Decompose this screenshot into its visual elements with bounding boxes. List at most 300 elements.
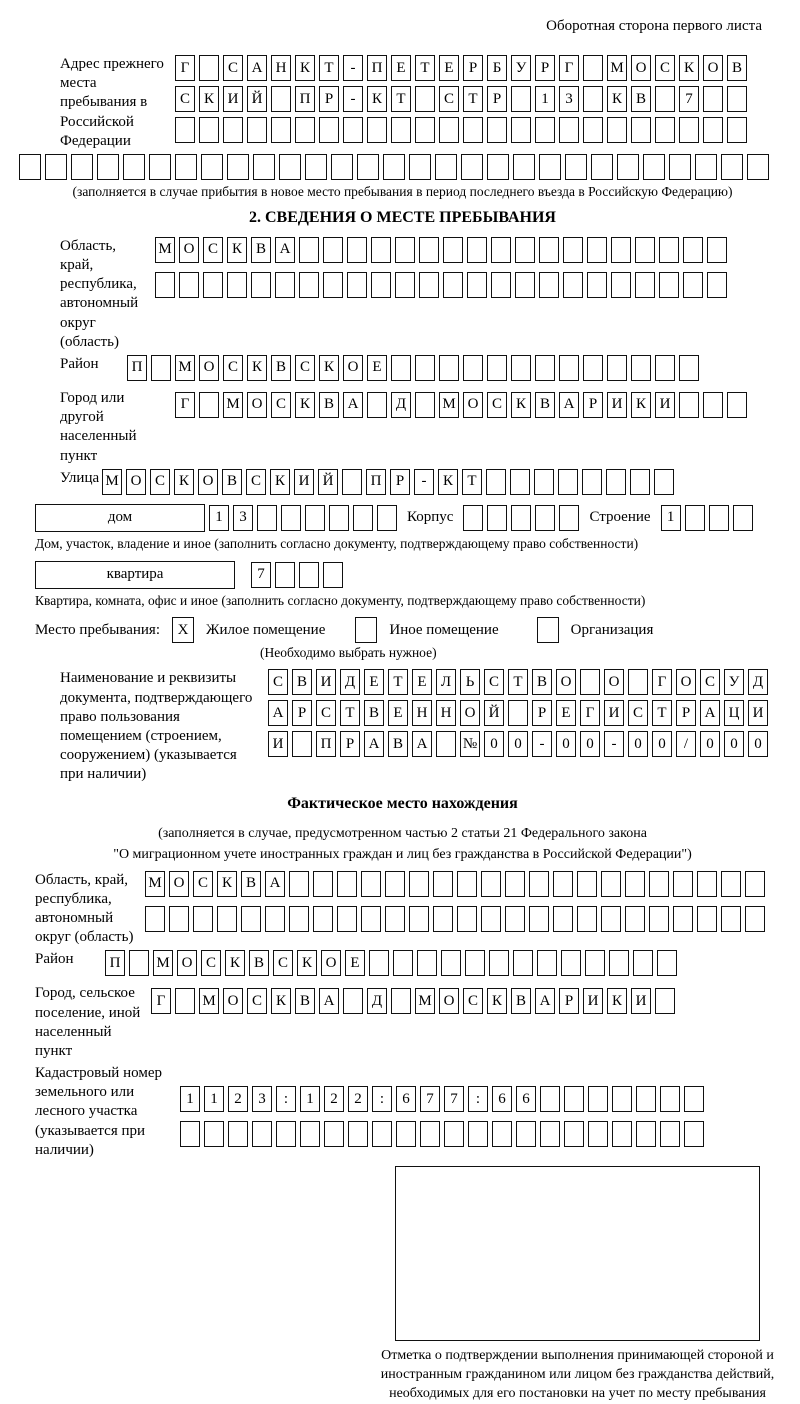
char-box bbox=[409, 906, 429, 932]
char-box: № bbox=[460, 731, 480, 757]
char-box: Р bbox=[463, 55, 483, 81]
document-field bbox=[35, 669, 770, 784]
char-box bbox=[409, 154, 431, 180]
char-box: Е bbox=[439, 55, 459, 81]
actual-district-row bbox=[105, 950, 770, 976]
char-box: 1 bbox=[204, 1086, 224, 1112]
char-box bbox=[145, 906, 165, 932]
char-box: В bbox=[727, 55, 747, 81]
char-box bbox=[707, 237, 727, 263]
char-box bbox=[337, 871, 357, 897]
char-box bbox=[563, 272, 583, 298]
char-box bbox=[433, 871, 453, 897]
char-box: 0 bbox=[700, 731, 720, 757]
char-box: Р bbox=[319, 86, 339, 112]
char-box bbox=[383, 154, 405, 180]
char-box: 0 bbox=[652, 731, 672, 757]
prev-address-label: Адрес прежнего места пребывания в Российской Федерации bbox=[60, 56, 164, 149]
char-box: С bbox=[484, 669, 504, 695]
char-box bbox=[367, 117, 387, 143]
char-box bbox=[271, 86, 291, 112]
char-box bbox=[313, 871, 333, 897]
char-box bbox=[193, 906, 213, 932]
char-box: Д bbox=[340, 669, 360, 695]
char-box: О bbox=[179, 237, 199, 263]
char-box: С bbox=[271, 392, 291, 418]
char-box bbox=[635, 272, 655, 298]
char-box: А bbox=[268, 700, 288, 726]
char-box bbox=[628, 669, 648, 695]
char-box bbox=[271, 117, 291, 143]
char-box bbox=[537, 950, 557, 976]
char-box: Б bbox=[487, 55, 507, 81]
char-box: К bbox=[607, 988, 627, 1014]
char-box bbox=[443, 272, 463, 298]
char-box bbox=[129, 950, 149, 976]
char-box: Г bbox=[175, 392, 195, 418]
char-box: С bbox=[700, 669, 720, 695]
prev-address-note: (заполняется в случае прибытия в новое место пребывания в период последнего въезда в Российскую Федерацию) bbox=[72, 183, 733, 199]
char-box: О bbox=[703, 55, 723, 81]
district-row bbox=[127, 355, 770, 381]
char-box: 3 bbox=[233, 505, 253, 531]
char-box bbox=[461, 154, 483, 180]
char-box: П bbox=[367, 55, 387, 81]
char-box: Е bbox=[345, 950, 365, 976]
char-box bbox=[684, 1086, 704, 1112]
char-box: В bbox=[292, 669, 312, 695]
char-box: 0 bbox=[724, 731, 744, 757]
char-box bbox=[655, 355, 675, 381]
char-box: М bbox=[155, 237, 175, 263]
char-box bbox=[540, 1086, 560, 1112]
document-row-2 bbox=[268, 700, 770, 726]
char-box bbox=[223, 117, 243, 143]
char-box: О bbox=[556, 669, 576, 695]
actual-city-field bbox=[35, 984, 770, 1061]
char-box bbox=[559, 117, 579, 143]
char-box: Г bbox=[151, 988, 171, 1014]
char-box bbox=[444, 1121, 464, 1147]
char-box: С bbox=[201, 950, 221, 976]
char-box bbox=[612, 1121, 632, 1147]
char-box bbox=[511, 505, 531, 531]
char-box bbox=[227, 272, 247, 298]
char-box: И bbox=[607, 392, 627, 418]
char-box: 7 bbox=[679, 86, 699, 112]
char-box bbox=[580, 669, 600, 695]
char-box bbox=[563, 237, 583, 263]
char-box bbox=[433, 906, 453, 932]
region-field bbox=[35, 237, 770, 352]
char-box bbox=[611, 237, 631, 263]
char-box: О bbox=[169, 871, 189, 897]
char-box bbox=[510, 469, 530, 495]
char-box bbox=[505, 871, 525, 897]
char-box bbox=[529, 871, 549, 897]
char-box: 1 bbox=[535, 86, 555, 112]
char-box bbox=[467, 272, 487, 298]
char-box: Т bbox=[508, 669, 528, 695]
char-box bbox=[319, 117, 339, 143]
house-number-row bbox=[209, 505, 397, 531]
char-box bbox=[721, 906, 741, 932]
char-box: Т bbox=[462, 469, 482, 495]
char-box: О bbox=[126, 469, 146, 495]
char-box: - bbox=[414, 469, 434, 495]
char-box bbox=[607, 355, 627, 381]
char-box bbox=[659, 237, 679, 263]
char-box bbox=[415, 86, 435, 112]
char-box: И bbox=[268, 731, 288, 757]
char-box: В bbox=[532, 669, 552, 695]
char-box: Й bbox=[484, 700, 504, 726]
city-label: Город или другой населенный пункт bbox=[60, 389, 137, 464]
char-box bbox=[721, 871, 741, 897]
char-box: А bbox=[343, 392, 363, 418]
char-box bbox=[289, 906, 309, 932]
char-box bbox=[703, 392, 723, 418]
char-box: И bbox=[655, 392, 675, 418]
char-box bbox=[511, 86, 531, 112]
char-box: К bbox=[174, 469, 194, 495]
char-box bbox=[439, 117, 459, 143]
char-box bbox=[228, 1121, 248, 1147]
char-box bbox=[396, 1121, 416, 1147]
char-box: К bbox=[631, 392, 651, 418]
char-box bbox=[417, 950, 437, 976]
char-box: Г bbox=[652, 669, 672, 695]
char-box bbox=[553, 871, 573, 897]
char-box bbox=[511, 355, 531, 381]
char-box bbox=[481, 906, 501, 932]
char-box: К bbox=[297, 950, 317, 976]
char-box: 1 bbox=[661, 505, 681, 531]
char-box: С bbox=[223, 55, 243, 81]
char-box bbox=[281, 505, 301, 531]
char-box: О bbox=[676, 669, 696, 695]
district-field bbox=[35, 355, 770, 386]
street-row bbox=[102, 469, 770, 495]
char-box bbox=[588, 1086, 608, 1112]
prev-address-overflow-row bbox=[19, 154, 770, 180]
char-box bbox=[564, 1121, 584, 1147]
actual-region-row-1 bbox=[145, 871, 770, 897]
char-box bbox=[529, 906, 549, 932]
char-box: Е bbox=[412, 669, 432, 695]
char-box bbox=[217, 906, 237, 932]
city-field bbox=[35, 389, 770, 466]
char-box: И bbox=[748, 700, 768, 726]
actual-region-row-2 bbox=[145, 906, 770, 932]
char-box bbox=[415, 117, 435, 143]
char-box bbox=[611, 272, 631, 298]
char-box bbox=[275, 272, 295, 298]
char-box: 2 bbox=[228, 1086, 248, 1112]
char-box bbox=[463, 117, 483, 143]
char-box bbox=[409, 871, 429, 897]
char-box: В bbox=[319, 392, 339, 418]
char-box: В bbox=[222, 469, 242, 495]
char-box bbox=[199, 392, 219, 418]
char-box bbox=[659, 272, 679, 298]
char-box: В bbox=[631, 86, 651, 112]
char-box bbox=[508, 700, 528, 726]
char-box: Р bbox=[390, 469, 410, 495]
char-box: 0 bbox=[484, 731, 504, 757]
char-box bbox=[492, 1121, 512, 1147]
char-box bbox=[279, 154, 301, 180]
char-box bbox=[591, 154, 613, 180]
char-box bbox=[630, 469, 650, 495]
char-box: С bbox=[246, 469, 266, 495]
prev-address-field bbox=[35, 55, 770, 151]
char-box bbox=[703, 117, 723, 143]
char-box bbox=[97, 154, 119, 180]
apartment-row bbox=[35, 561, 770, 589]
char-box: 1 bbox=[180, 1086, 200, 1112]
char-box bbox=[631, 117, 651, 143]
char-box: А bbox=[265, 871, 285, 897]
char-box bbox=[357, 154, 379, 180]
char-box bbox=[513, 154, 535, 180]
char-box bbox=[305, 154, 327, 180]
char-box: Е bbox=[364, 669, 384, 695]
document-row-1 bbox=[268, 669, 770, 695]
cadastral-label: Кадастровый номер земельного или лесного участка (указывается при наличии) bbox=[35, 1065, 162, 1158]
char-box: К bbox=[225, 950, 245, 976]
actual-region-label: Область, край, республика, автономный округ (область) bbox=[35, 871, 134, 946]
char-box: В bbox=[295, 988, 315, 1014]
char-box: Л bbox=[436, 669, 456, 695]
char-box: - bbox=[343, 86, 363, 112]
char-box: И bbox=[583, 988, 603, 1014]
char-box: : bbox=[468, 1086, 488, 1112]
char-box bbox=[463, 355, 483, 381]
cadastral-field bbox=[35, 1064, 770, 1160]
char-box bbox=[609, 950, 629, 976]
char-box: П bbox=[127, 355, 147, 381]
char-box bbox=[601, 871, 621, 897]
char-box: У bbox=[511, 55, 531, 81]
char-box bbox=[583, 355, 603, 381]
char-box: Р bbox=[487, 86, 507, 112]
char-box bbox=[631, 355, 651, 381]
char-box: О bbox=[321, 950, 341, 976]
char-box bbox=[419, 237, 439, 263]
char-box bbox=[295, 117, 315, 143]
char-box bbox=[657, 950, 677, 976]
char-box: М bbox=[223, 392, 243, 418]
char-box bbox=[343, 988, 363, 1014]
char-box bbox=[679, 117, 699, 143]
char-box bbox=[695, 154, 717, 180]
stay-option-organization-checkbox bbox=[537, 617, 559, 643]
char-box bbox=[299, 562, 319, 588]
char-box bbox=[655, 117, 675, 143]
korpus-row bbox=[463, 505, 579, 531]
char-box bbox=[377, 505, 397, 531]
char-box bbox=[253, 154, 275, 180]
char-box: Р bbox=[532, 700, 552, 726]
char-box: К bbox=[270, 469, 290, 495]
char-box: С bbox=[655, 55, 675, 81]
char-box: В bbox=[251, 237, 271, 263]
char-box bbox=[643, 154, 665, 180]
char-box: - bbox=[532, 731, 552, 757]
char-box bbox=[617, 154, 639, 180]
char-box: Р bbox=[340, 731, 360, 757]
char-box bbox=[660, 1086, 680, 1112]
stroenie-row bbox=[661, 505, 753, 531]
char-box bbox=[155, 272, 175, 298]
char-box: 2 bbox=[324, 1086, 344, 1112]
actual-city-label: Город, сельское поселение, иной населенный пункт bbox=[35, 985, 141, 1059]
char-box: П bbox=[316, 731, 336, 757]
char-box: М bbox=[607, 55, 627, 81]
char-box: К bbox=[511, 392, 531, 418]
region-label: Область, край, республика, автономный округ (область) bbox=[60, 237, 139, 350]
char-box: Р bbox=[292, 700, 312, 726]
char-box bbox=[329, 505, 349, 531]
char-box bbox=[353, 505, 373, 531]
char-box: Д bbox=[367, 988, 387, 1014]
house-note: Дом, участок, владение и иное (заполнить согласно документу, подтверждающему право собственности) bbox=[35, 535, 639, 551]
char-box: С bbox=[203, 237, 223, 263]
char-box: Е bbox=[391, 55, 411, 81]
char-box bbox=[583, 86, 603, 112]
char-box: М bbox=[102, 469, 122, 495]
char-box: К bbox=[607, 86, 627, 112]
document-row-3 bbox=[268, 731, 770, 757]
char-box: О bbox=[343, 355, 363, 381]
char-box bbox=[679, 392, 699, 418]
char-box: О bbox=[631, 55, 651, 81]
char-box bbox=[443, 237, 463, 263]
char-box bbox=[539, 154, 561, 180]
char-box bbox=[669, 154, 691, 180]
char-box bbox=[565, 154, 587, 180]
char-box bbox=[45, 154, 67, 180]
char-box bbox=[655, 988, 675, 1014]
char-box bbox=[745, 906, 765, 932]
char-box bbox=[149, 154, 171, 180]
char-box bbox=[649, 906, 669, 932]
char-box bbox=[513, 950, 533, 976]
char-box bbox=[175, 988, 195, 1014]
char-box: Н bbox=[412, 700, 432, 726]
char-box: Ь bbox=[460, 669, 480, 695]
char-box bbox=[391, 355, 411, 381]
char-box bbox=[577, 906, 597, 932]
char-box: 7 bbox=[251, 562, 271, 588]
char-box bbox=[347, 237, 367, 263]
char-box: В bbox=[249, 950, 269, 976]
char-box: 1 bbox=[209, 505, 229, 531]
char-box bbox=[323, 562, 343, 588]
cadastral-row-1 bbox=[180, 1086, 770, 1112]
char-box bbox=[313, 906, 333, 932]
char-box: В bbox=[388, 731, 408, 757]
char-box bbox=[727, 86, 747, 112]
char-box bbox=[199, 117, 219, 143]
char-box: : bbox=[372, 1086, 392, 1112]
char-box bbox=[633, 950, 653, 976]
char-box bbox=[515, 237, 535, 263]
char-box: 7 bbox=[420, 1086, 440, 1112]
char-box: В bbox=[364, 700, 384, 726]
actual-location-title: Фактическое место нахождения bbox=[287, 794, 518, 812]
char-box bbox=[391, 988, 411, 1014]
char-box bbox=[169, 906, 189, 932]
apartment-box-label: квартира bbox=[35, 561, 235, 589]
actual-location-note-line2: "О миграционном учете иностранных граждан и лиц без гражданства в Российской Федерации") bbox=[113, 846, 692, 862]
char-box bbox=[684, 1121, 704, 1147]
char-box bbox=[241, 906, 261, 932]
char-box: М bbox=[145, 871, 165, 897]
char-box: В bbox=[241, 871, 261, 897]
char-box: В bbox=[511, 988, 531, 1014]
char-box bbox=[558, 469, 578, 495]
char-box bbox=[703, 86, 723, 112]
char-box: И bbox=[294, 469, 314, 495]
char-box bbox=[305, 505, 325, 531]
char-box: К bbox=[679, 55, 699, 81]
char-box: Д bbox=[391, 392, 411, 418]
char-box bbox=[395, 237, 415, 263]
char-box bbox=[369, 950, 389, 976]
char-box bbox=[465, 950, 485, 976]
char-box: 0 bbox=[580, 731, 600, 757]
char-box: А bbox=[275, 237, 295, 263]
char-box: И bbox=[223, 86, 243, 112]
char-box bbox=[385, 871, 405, 897]
char-box bbox=[457, 871, 477, 897]
char-box bbox=[612, 1086, 632, 1112]
char-box: Т bbox=[463, 86, 483, 112]
char-box: Т bbox=[340, 700, 360, 726]
char-box bbox=[371, 272, 391, 298]
char-box: К bbox=[199, 86, 219, 112]
char-box: С bbox=[175, 86, 195, 112]
actual-location-note-line1: (заполняется в случае, предусмотренном частью 2 статьи 21 Федерального закона bbox=[158, 825, 647, 841]
char-box: Е bbox=[367, 355, 387, 381]
char-box bbox=[733, 505, 753, 531]
char-box bbox=[487, 505, 507, 531]
char-box: М bbox=[439, 392, 459, 418]
char-box bbox=[257, 505, 277, 531]
char-box: О bbox=[247, 392, 267, 418]
char-box: А bbox=[412, 731, 432, 757]
stay-option-residential-checkbox: X bbox=[172, 617, 194, 643]
char-box: Т bbox=[391, 86, 411, 112]
char-box bbox=[583, 117, 603, 143]
char-box bbox=[227, 154, 249, 180]
char-box: 3 bbox=[559, 86, 579, 112]
char-box bbox=[391, 117, 411, 143]
district-label: Район bbox=[60, 355, 99, 372]
korpus-label: Корпус bbox=[407, 509, 454, 526]
actual-city-row bbox=[151, 988, 770, 1014]
char-box: А bbox=[247, 55, 267, 81]
char-box bbox=[481, 871, 501, 897]
char-box: Р bbox=[535, 55, 555, 81]
char-box: Й bbox=[318, 469, 338, 495]
char-box: С bbox=[150, 469, 170, 495]
char-box bbox=[292, 731, 312, 757]
char-box: Т bbox=[319, 55, 339, 81]
char-box: Г bbox=[175, 55, 195, 81]
